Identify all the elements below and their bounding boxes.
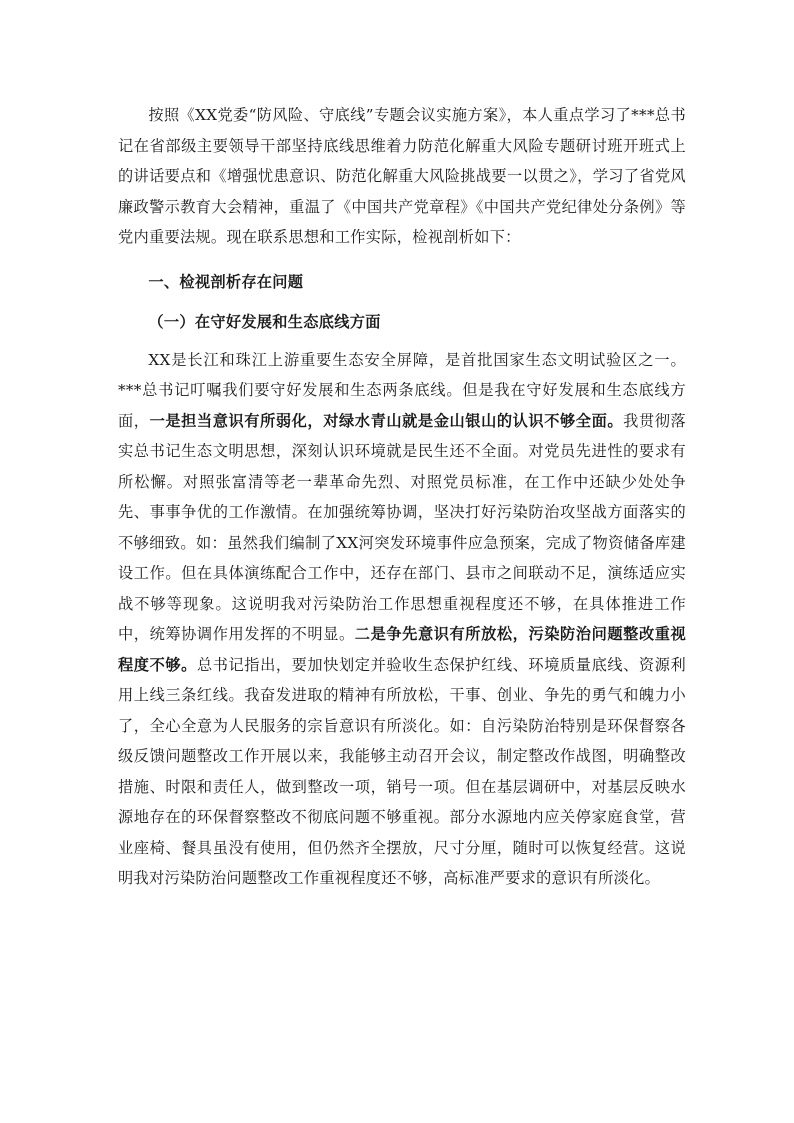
para-bold-point-2: 二是争先意识有所放松，污染防治问题整改重视程度不够。 [118,625,686,674]
para-text-2: 我贯彻落实总书记生态文明思想，深刻认识环境就是民生还不全面。对党员先进性的要求有所松懈。对照张富清等老一辈革命先烈、对照党员标准，在工作中还缺少处处争先、事事争优的工作激情。在加强统筹协调，坚决打好污染防治攻坚战方面落实的不够细致。如：虽然我们编制了XX河突发环境事件应急预案，完成了物资储备库建设工作。但在具体演练配合工作中，还存在部门、县市之间联动不足，演练适应实战不够等现象。这说明我对污染防治工作思想重视程度还不够，在具体推进工作中，统筹协调作用发挥的不明显。 [118,411,687,643]
para-text-1: XX是长江和珠江上游重要生态安全屏障，是首批国家生态文明试验区之一。***总书记叮嘱我们要守好发展和生态两条底线。但是我在守好发展和生态底线方面， [118,350,686,430]
document-body [118,100,686,894]
section-heading: 一、检视剖析存在问题 [148,272,304,291]
para-text-3: 总书记指出，要加快划定并验收生态保护红线、环境质量底线、资源利用上线三条红线。我奋发进取的精神有所放松，干事、创业、争先的勇气和魄力小了，全心全意为人民服务的宗旨意识有所淡化。如：自污染防治特别是环保督察各级反馈问题整改工作开展以来，我能够主动召开会议，制定整改作战图，明确整改措施、时限和责任人，做到整改一项，销号一项。但在基层调研中，对基层反映水源地存在的环保督察整改不彻底问题不够重视。部分水源地内应关停家庭食堂，营业座椅、餐具虽没有使用，但仍然齐全摆放，尺寸分厘，随时可以恢复经营。这说明我对污染防治问题整改工作重视程度还不够，高标准严要求的意识有所淡化。 [118,655,686,887]
para-bold-point-1: 一是担当意识有所弱化，对绿水青山就是金山银山的认识不够全面。 [149,411,624,430]
body-paragraph [118,345,686,894]
intro-paragraph: 按照《XX党委“防风险、守底线”专题会议实施方案》，本人重点学习了***总书记在省部级主要领导干部坚持底线思维着力防范化解重大风险专题研讨班开班式上的讲话要点和《增强忧患意识、防范化解重大风险挑战要一以贯之》，学习了省党风廉政警示教育大会精神，重温了《中国共产党章程》《中国共产党纪律处分条例》等党内重要法规。现在联系思想和工作实际，检视剖析如下： [118,106,686,246]
subsection-heading: （一）在守好发展和生态底线方面 [148,312,381,331]
